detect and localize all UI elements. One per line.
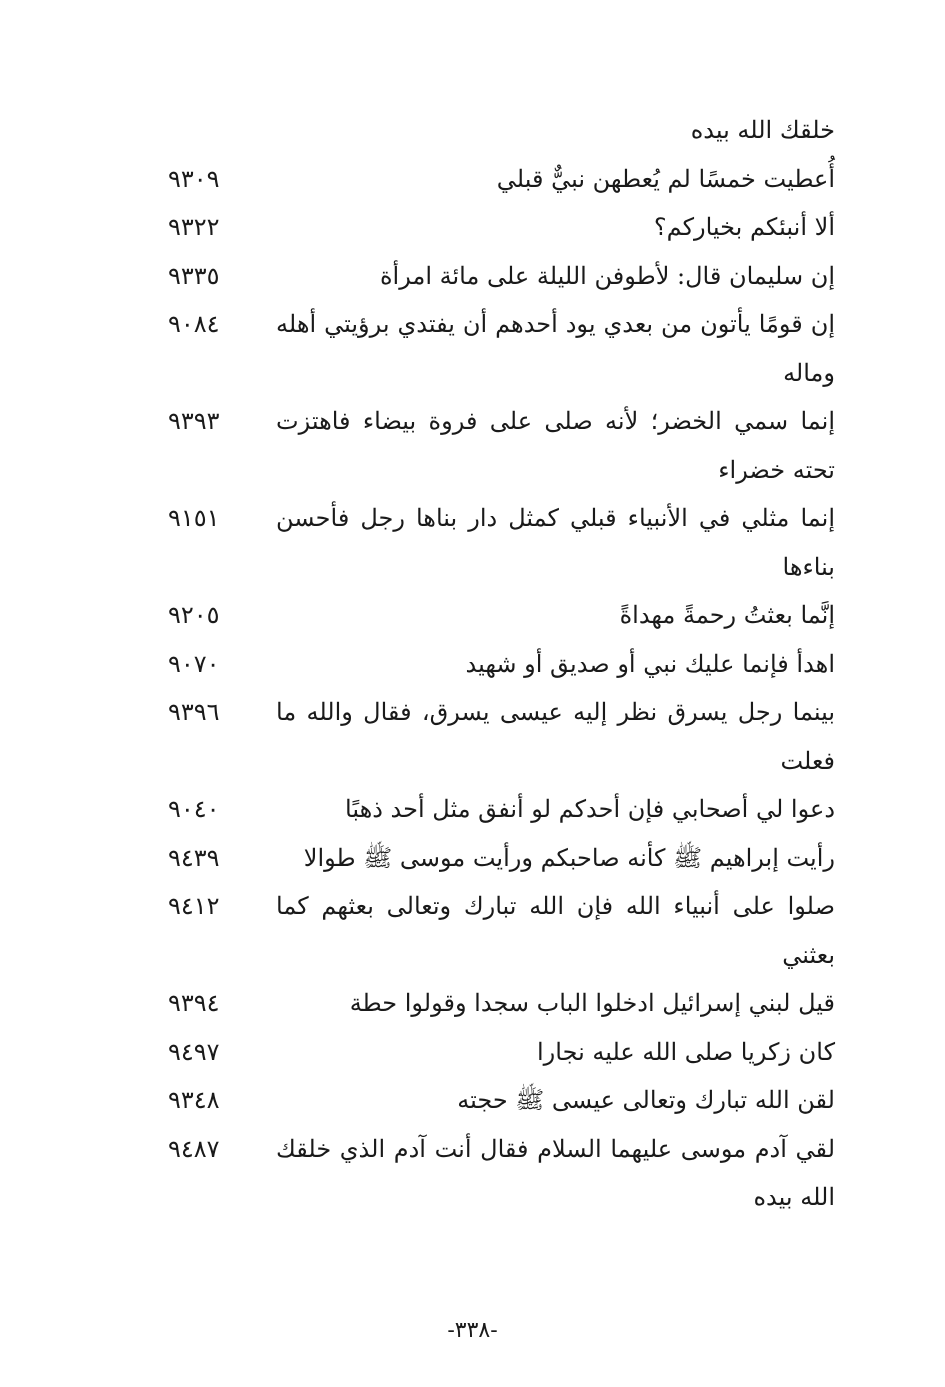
list-item xyxy=(150,785,835,834)
list-item xyxy=(150,397,835,494)
list-item xyxy=(150,979,835,1028)
entry-text: صلوا على أنبياء الله فإن الله تبارك وتعالى بعثهم كما بعثني xyxy=(276,892,835,969)
entry-number: ٩٢٠٥ xyxy=(168,601,220,629)
entry-text: لقن الله تبارك وتعالى عيسى ﷺ حجته xyxy=(457,1086,835,1114)
entry-text: بينما رجل يسرق نظر إليه عيسى يسرق، فقال والله ما فعلت xyxy=(276,698,835,775)
list-item xyxy=(150,494,835,591)
list-item xyxy=(150,203,835,252)
list-item xyxy=(150,155,835,204)
entry-text: إن سليمان قال: لأطوفن الليلة على مائة امرأة xyxy=(379,261,835,290)
entry-number: ٩٣٤٨ xyxy=(168,1086,220,1114)
entry-text: إنَّما بعثتُ رحمةً مهداةً xyxy=(619,601,835,629)
list-item xyxy=(150,1076,835,1125)
list-item xyxy=(150,640,835,689)
entry-number: ٩٤٨٧ xyxy=(168,1134,220,1163)
entry-text: إنما مثلي في الأنبياء قبلي كمثل دار بناها رجل فأحسن بناءها xyxy=(276,504,835,581)
list-item xyxy=(150,252,835,301)
entry-text: ألا أنبئكم بخياركم؟ xyxy=(653,213,835,241)
list-item xyxy=(150,591,835,640)
entry-text: اهدأ فإنما عليك نبي أو صديق أو شهيد xyxy=(465,649,835,678)
entry-text: دعوا لي أصحابي فإن أحدكم لو أنفق مثل أحد ذهبًا xyxy=(345,795,835,823)
entry-text: قيل لبني إسرائيل ادخلوا الباب سجدا وقولوا حطة xyxy=(349,989,835,1017)
page-number: -٣٣٨- xyxy=(447,1318,498,1343)
list-item xyxy=(150,300,835,397)
list-item xyxy=(150,1028,835,1077)
entry-number: ٩٣٩٤ xyxy=(168,989,220,1017)
hadith-index-list xyxy=(150,106,835,1222)
entry-number: ٩٣٣٥ xyxy=(168,261,220,290)
entry-text: إن قومًا يأتون من بعدي يود أحدهم أن يفتدي برؤيتي أهله وماله xyxy=(276,310,835,387)
entry-number: ٩٤٣٩ xyxy=(168,843,220,872)
entry-text: إنما سمي الخضر؛ لأنه صلى على فروة بيضاء فاهتزت تحته خضراء xyxy=(276,407,835,484)
list-item xyxy=(150,882,835,979)
entry-number: ٩٣٩٣ xyxy=(168,407,220,435)
entry-number: ٩٣٠٩ xyxy=(168,164,220,193)
list-item xyxy=(150,834,835,883)
list-item xyxy=(150,106,835,155)
entry-number: ٩٠٤٠ xyxy=(168,795,220,823)
list-item xyxy=(150,1125,835,1222)
entry-number: ٩٣٩٦ xyxy=(168,698,220,726)
entry-text: لقي آدم موسى عليهما السلام فقال أنت آدم الذي خلقك الله بيده xyxy=(276,1134,835,1211)
list-item xyxy=(150,688,835,785)
entry-number: ٩٤٩٧ xyxy=(168,1037,220,1066)
entry-number: ٩٤١٢ xyxy=(168,892,220,920)
entry-number: ٩٠٨٤ xyxy=(168,310,220,338)
entry-text: خلقك الله بيده xyxy=(690,116,835,144)
entry-number: ٩١٥١ xyxy=(168,504,220,532)
entry-text: أُعطيت خمسًا لم يُعطهن نبيٌّ قبلي xyxy=(496,164,835,193)
entry-number: ٩٠٧٠ xyxy=(168,649,220,678)
entry-text: كان زكريا صلى الله عليه نجارا xyxy=(537,1037,835,1066)
entry-text: رأيت إبراهيم ﷺ كأنه صاحبكم ورأيت موسى ﷺ طوالا xyxy=(303,843,835,872)
entry-number: ٩٣٢٢ xyxy=(168,213,220,241)
